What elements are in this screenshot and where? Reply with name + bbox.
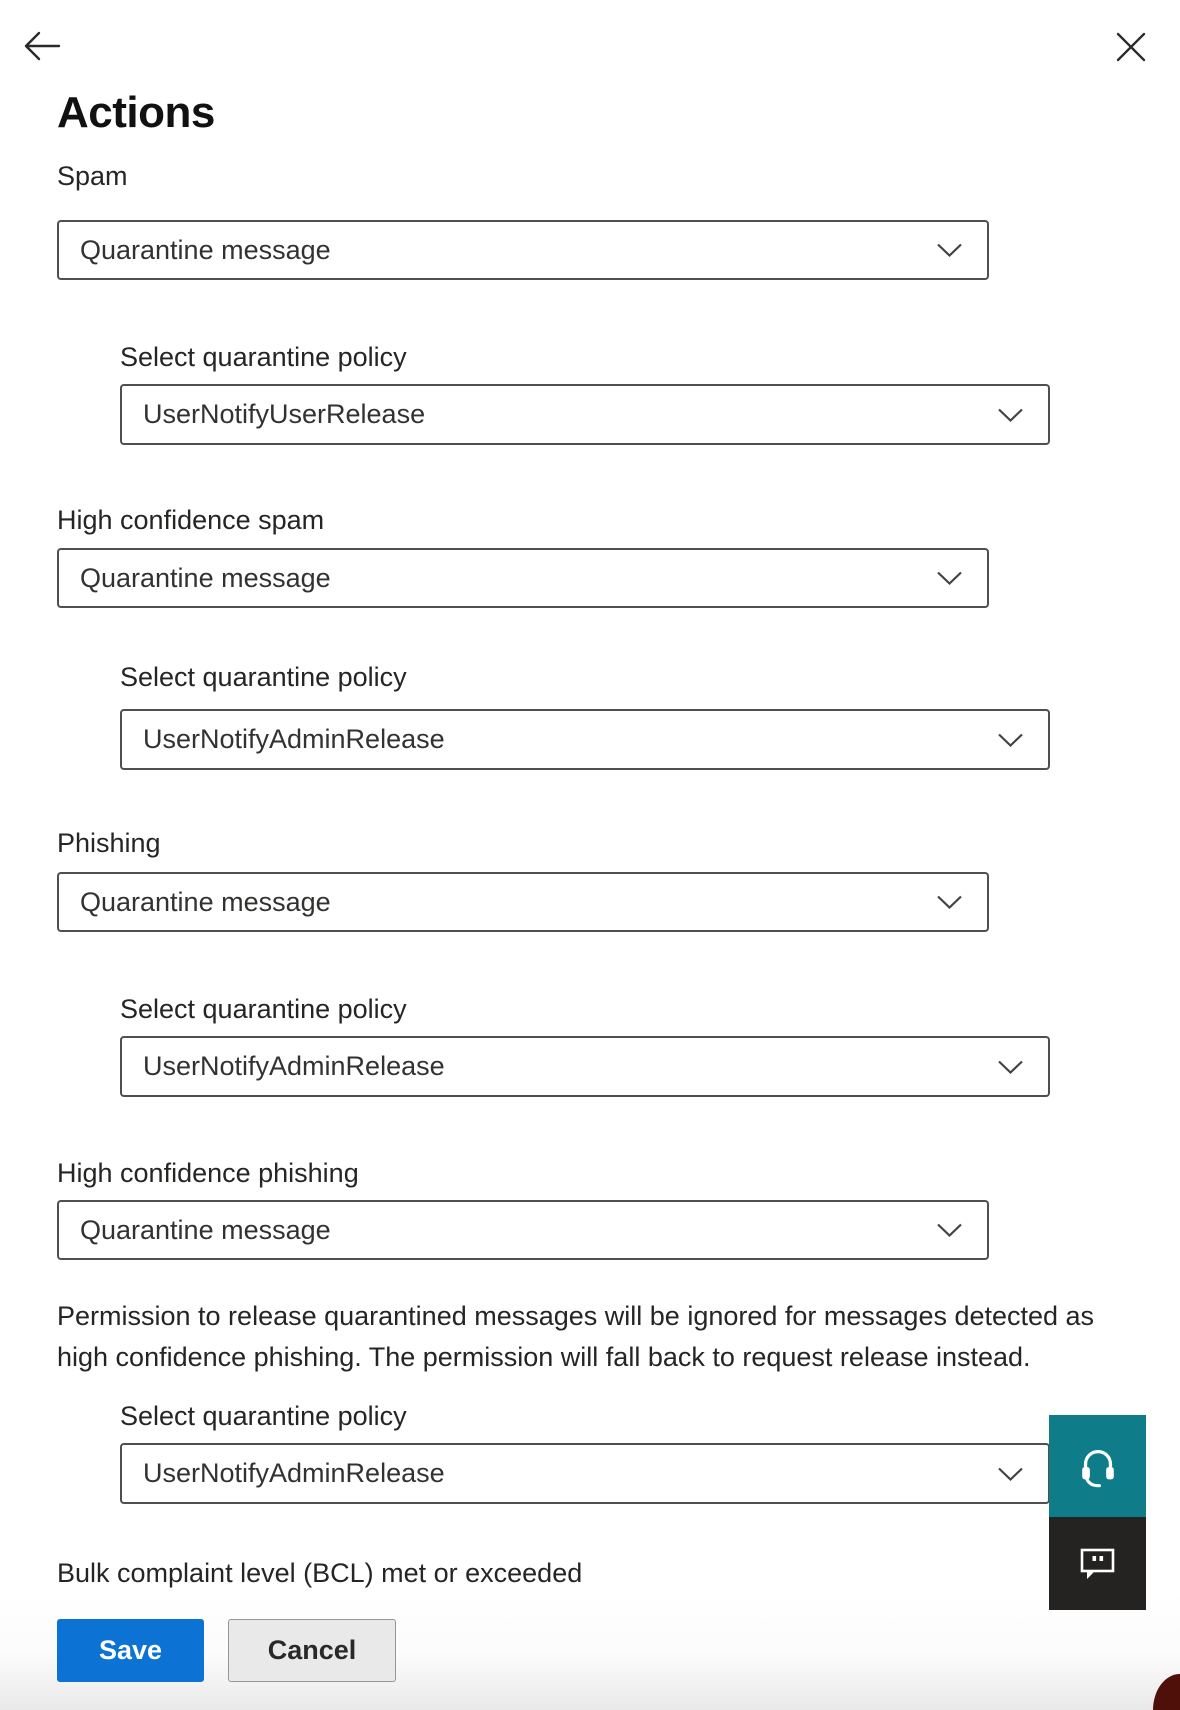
hcspam-quarantine-policy-dropdown[interactable] bbox=[120, 709, 1050, 770]
phishing-quarantine-policy-value: UserNotifyAdminRelease bbox=[143, 1051, 445, 1081]
chat-bubble-icon bbox=[1080, 1548, 1116, 1580]
hcphishing-quarantine-policy-dropdown[interactable] bbox=[120, 1443, 1050, 1504]
help-widget-button[interactable] bbox=[1049, 1415, 1146, 1517]
chevron-down-icon bbox=[936, 1223, 963, 1238]
high-confidence-spam-action-dropdown[interactable] bbox=[57, 548, 989, 608]
phishing-action-dropdown[interactable] bbox=[57, 872, 989, 932]
chevron-down-icon bbox=[997, 1466, 1024, 1481]
chevron-down-icon bbox=[997, 1059, 1024, 1074]
field-label-quarantine-policy-spam: Select quarantine policy bbox=[120, 342, 407, 372]
chevron-down-icon bbox=[997, 407, 1024, 422]
close-button[interactable] bbox=[1114, 30, 1148, 64]
chevron-down-icon bbox=[936, 571, 963, 586]
spam-action-dropdown[interactable] bbox=[57, 220, 989, 280]
page-title: Actions bbox=[57, 88, 215, 137]
back-arrow-icon bbox=[22, 27, 62, 65]
footer-bar bbox=[0, 1592, 1180, 1710]
spam-action-value: Quarantine message bbox=[80, 234, 331, 265]
headset-icon bbox=[1075, 1442, 1121, 1490]
field-label-spam: Spam bbox=[57, 161, 128, 191]
save-button[interactable]: Save bbox=[57, 1619, 204, 1682]
hcspam-quarantine-policy-value: UserNotifyAdminRelease bbox=[143, 724, 445, 754]
chevron-down-icon bbox=[936, 895, 963, 910]
field-label-phishing: Phishing bbox=[57, 828, 161, 858]
hcphishing-quarantine-policy-value: UserNotifyAdminRelease bbox=[143, 1458, 445, 1488]
high-confidence-phishing-action-dropdown[interactable] bbox=[57, 1200, 989, 1260]
spam-quarantine-policy-dropdown[interactable] bbox=[120, 384, 1050, 445]
hcp-permission-note: Permission to release quarantined messages will be ignored for messages detected as high confidence phishing. The permission will fall back to request release instead. bbox=[57, 1301, 1095, 1373]
close-icon bbox=[1114, 30, 1148, 64]
high-confidence-spam-action-value: Quarantine message bbox=[80, 562, 331, 593]
spam-quarantine-policy-value: UserNotifyUserRelease bbox=[143, 399, 426, 429]
back-button[interactable] bbox=[22, 27, 62, 65]
phishing-action-value: Quarantine message bbox=[80, 886, 331, 917]
field-label-quarantine-policy-hcspam: Select quarantine policy bbox=[120, 662, 407, 692]
chevron-down-icon bbox=[997, 732, 1024, 747]
cancel-button[interactable]: Cancel bbox=[228, 1619, 396, 1682]
field-label-high-confidence-phishing: High confidence phishing bbox=[57, 1158, 359, 1188]
chevron-down-icon bbox=[936, 243, 963, 258]
field-label-quarantine-policy-hcphishing: Select quarantine policy bbox=[120, 1401, 407, 1431]
field-label-high-confidence-spam: High confidence spam bbox=[57, 505, 325, 535]
field-label-quarantine-policy-phishing: Select quarantine policy bbox=[120, 994, 407, 1024]
high-confidence-phishing-action-value: Quarantine message bbox=[80, 1214, 331, 1245]
bulk-complaint-level-label: Bulk complaint level (BCL) met or exceeded bbox=[57, 1558, 583, 1588]
phishing-quarantine-policy-dropdown[interactable] bbox=[120, 1036, 1050, 1097]
feedback-widget-button[interactable] bbox=[1049, 1517, 1146, 1610]
